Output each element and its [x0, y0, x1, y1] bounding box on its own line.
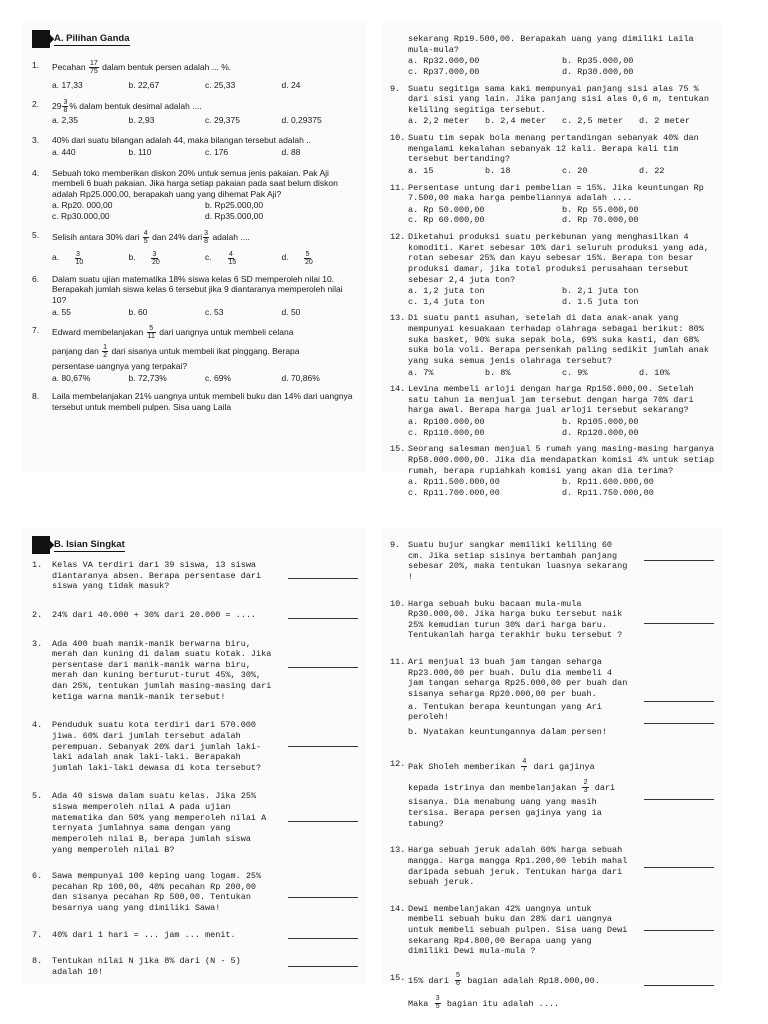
- question-b3: 3. Ada 400 buah manik-manik berwarna biru, merah dan kuning di dalam suatu kotak. Jika persentase dari manik-manik warna biru, merah dan kuning berturut-turut 45%, 30%, dan 25%, tentukan jumlah masing-masing dari ketiga warna manik-manik tersebut!: [22, 639, 366, 703]
- answer-line[interactable]: [288, 897, 358, 898]
- answer-line[interactable]: [288, 821, 358, 822]
- options: a. 15 b. 18 c. 20 d. 22: [408, 165, 665, 176]
- question-a2: 2. 29 $\frac{3}{8}$ % dalam bentuk desimal adalah .... a. 2,35 b. 2,93 c. 29,375 d. 0,29375: [22, 99, 366, 126]
- question-a11: 11. Persentase untung dari pembelian = 15%. Jika keuntungan Rp 7.500,00 maka harga pembeliannya adalah .... a. Rp 50.000,00 b. Rp 55.000,00 c. Rp 60.000,00 d. Rp 70.000,00: [382, 183, 722, 227]
- question-b6: 6. Sawa mempunyai 100 keping uang logam. 25% pecahan Rp 100,00, 40% pecahan Rp 200,00 dan sisanya pecahan Rp 500,00. Tentukan besarnya uang yang dimiliki Sawa!: [22, 871, 366, 914]
- options: a. 55 b. 60 c. 53 d. 50: [52, 306, 301, 317]
- question-a10: 10. Suatu tim sepak bola menang pertandingan sebanyak 40% dan mengalami kekalahan sebanyak 12 kali. Berapa kali tim tersebut bertanding? a. 15 b. 18 c. 20 d. 22: [382, 133, 722, 177]
- question-a7: 7. Edward membelanjakan $\frac{5}{11}$ dari uangnya untuk membeli celana panjang dan $\frac{1}{2}$ dari sisanya untuk membeli ikat pinggang. Berapa persentase uangnya yang terpakai? a. 80,67% b. 72,73% c. 69% d. 70,86%: [22, 325, 366, 383]
- question-a15: 15. Seorang salesman menjual 5 rumah yang masing-masing harganya Rp58.000.000,00. Jika dia mendapatkan komisi 4% untuk setiap rumah, berapa rupiahkah komisi yang akan dia terima? a. Rp11.500.000,00 b. Rp11.600.000,00 c. Rp11.700.000,00 d. Rp11.750.000,00: [390, 444, 715, 498]
- options: a. Rp11.500.000,00 b. Rp11.600.000,00 c. Rp11.700.000,00 d. Rp11.750.000,00: [408, 477, 654, 498]
- page-pilihan-ganda-2: [382, 22, 722, 498]
- question-b8: 8. Tentukan nilai N jika 8% dari (N - 5) adalah 10!: [22, 956, 366, 977]
- options: a. 7% b. 8% c. 9% d. 10%: [408, 367, 670, 378]
- question-a1: 1. Pecahan $\frac{17}{75}$ dalam bentuk persen adalah ... %. a. 17,33 b. 22,67 c. 25,33 d. 24: [22, 60, 366, 91]
- answer-line[interactable]: [644, 867, 714, 868]
- question-b12: 12. Pak Sholeh memberikan $\frac{4}{7}$ dari gajinya kepada istrinya dan membelanjakan $\frac{2}{3}$ dari sisanya. Dia menabung uang yang masih tersisa. Berapa persen gajinya yang ia tabung?: [382, 759, 722, 829]
- question-b1: 1. Kelas VA terdiri dari 39 siswa, 13 siswa diantaranya absen. Berapa persentase dari siswa yang tidak masuk?: [22, 560, 366, 592]
- page-isian-singkat-2: [382, 528, 722, 1011]
- question-b9: 9. Suatu bujur sangkar memiliki keliling 60 cm. Jika setiap sisinya bertambah panjang sebesar 20%, maka tentukan luasnya sekarang !: [382, 540, 722, 583]
- question-b15: 15. 15% dari $\frac{5}{6}$ bagian adalah Rp18.000,00. Maka $\frac{3}{5}$ bagian itu adalah ....: [382, 973, 722, 1011]
- question-a3: 3. 40% dari suatu bilangan adalah 44, maka bilangan tersebut adalah .. a. 440 b. 110 c. 176 d. 88: [22, 135, 366, 157]
- question-b13: 13. Harga sebuah jeruk adalah 60% harga sebuah mangga. Harga mangga Rp1.200,00 lebih mahal daripada sebuah jeruk. Tentukan harga dari sebuah jeruk.: [382, 845, 722, 888]
- answer-line[interactable]: [644, 799, 714, 800]
- fraction: $\frac{1}{2}$: [103, 344, 108, 360]
- question-b4: 4. Penduduk suatu kota terdiri dari 570.000 jiwa. 60% dari jumlah tersebut adalah perempuan. Sebanyak 20% dari jumlah laki-laki adalah anak laki-laki. Berapakah jumlah laki-laki dewasa di kota tersebut?: [22, 720, 366, 773]
- answer-line[interactable]: [644, 623, 714, 624]
- section-a-header: [22, 22, 366, 48]
- answer-line[interactable]: [288, 578, 358, 579]
- answer-line[interactable]: [644, 985, 714, 986]
- options: a. 17,33 b. 22,67 c. 25,33 d. 24: [52, 80, 301, 90]
- answer-line[interactable]: [288, 966, 358, 967]
- fraction: $\frac{5}{6}$: [455, 971, 461, 988]
- question-a14: 14. Levina membeli arloji dengan harga Rp150.000,00. Setelah satu tahun ia menjual jam tersebut dengan harga 70% dari harga awal. Berapa harga jual arloji tersebut sekarang? a. Rp100.000,00 b. Rp105.000,00 c. Rp110.000,00 d. Rp120.000,00: [382, 384, 722, 438]
- fraction: $\frac{17}{75}$: [89, 60, 98, 75]
- fraction: $\frac{3}{5}$: [435, 994, 440, 1011]
- section-b-title: B. Isian Singkat: [54, 538, 125, 550]
- question-a4: 4. Sebuah toko memberikan diskon 20% untuk semua jenis pakaian. Pak Aji membeli 6 buah pakaian. Jika harga setiap pakaian pada saat belum diskon adalah Rp25.000,00, berapakah uang yang dihemat Pak Aji? a. Rp20. 000,00 b. Rp25.000,00 c. Rp30.000,00 d. Rp35.000,00: [22, 168, 366, 222]
- question-a5: 5. Selisih antara 30% dari $\frac{4}{5}$ dan 24% dari $\frac{3}{8}$ adalah .... a. $\frac{3}{10}$ b. $\frac{3}{20}$ c. $\frac{4}{15}$ d. $\frac{5}{20}$: [22, 230, 366, 266]
- fraction: $\frac{3}{8}$: [204, 229, 209, 245]
- answer-line[interactable]: [288, 618, 358, 619]
- question-a8: 8. Laila membelanjakan 21% uangnya untuk membeli buku dan 14% dari uangnya tersebut untuk membeli pulpen. Sisa uang Laila: [32, 391, 353, 412]
- question-a8-continued: sekarang Rp19.500,00. Berapakah uang yang dimiliki Laila mula-mula? a. Rp32.000,00 b. Rp35.000,00 c. Rp37.000,00 d. Rp30.000,00: [382, 34, 722, 78]
- answer-line[interactable]: [288, 746, 358, 747]
- question-b11: 11. Ari menjual 13 buah jam tangan seharga Rp23.000,00 per buah. Dulu dia membeli 4 jam tangan seharga Rp25.000,00 per buah dan sisanya seharga Rp20.000,00 per buah. a. Tentukan berapa keuntungan yang Ari peroleh! b. Nyatakan keuntungannya dalam persen!: [382, 657, 722, 737]
- options: a. Rp 50.000,00 b. Rp 55.000,00 c. Rp 60.000,00 d. Rp 70.000,00: [408, 204, 639, 226]
- fraction: $\frac{5}{11}$: [147, 325, 155, 341]
- options: a. 2,2 meter b. 2,4 meter c. 2,5 meter d. 2 meter: [408, 116, 691, 127]
- options: a. 1,2 juta ton b. 2,1 juta ton c. 1,4 juta ton d. 1.5 juta ton: [408, 286, 639, 307]
- question-b14: 14. Dewi membelanjakan 42% uangnya untuk membeli sebuah buku dan 28% dari uangnya untuk membeli sebuah pulpen. Sisa uang Dewi sekarang Rp4.800,00 Berapa uang yang dimiliki Dewi mula-mula ?: [382, 904, 722, 957]
- fraction: $\frac{4}{7}$: [522, 758, 527, 775]
- fraction: $\frac{4}{5}$: [143, 229, 148, 245]
- answer-line[interactable]: [644, 723, 714, 724]
- fraction: $\frac{3}{8}$: [63, 98, 68, 114]
- section-marker-icon: [32, 30, 50, 48]
- answer-line[interactable]: [288, 667, 358, 668]
- fraction: $\frac{2}{3}$: [583, 779, 588, 796]
- question-b7: 7. 40% dari 1 hari = ... jam ... menit.: [22, 930, 366, 941]
- question-a13: 13. Di suatu panti asuhan, setelah di data anak-anak yang mempunyai kesuakaan terhadap olahraga sebagai berikut: 80% suka basket, 90% suka sepak bola, 69% suka kasti, dan 68% suka bola voli. Berapa persenkah paling sedikit jumlah anak yang suka semua jenis olahraga tersebut? a. 7% b. 8% c. 9% d. 10%: [382, 313, 722, 378]
- section-b-header: [22, 528, 366, 554]
- question-a6: 6. Dalam suatu ujian matematika 18% siswa kelas 6 SD memperoleh nilai 10. Berapakah jumlah siswa kelas 6 tersebut jika 9 diantaranya memperoleh nilai 10? a. 55 b. 60 c. 53 d. 50: [22, 274, 366, 318]
- question-a12: 12. Diketahui produksi suatu perkebunan yang menghasilkan 4 komoditi. Karet sebesar 10% dari seluruh produksi yang ada, rotan sebesar 25% dan kayu sebesar 15%. Berapa ton besar produksi damar, jika total produksi perusahaan tersebut sebesar 2,4 juta ton? a. 1,2 juta ton b. 2,1 juta ton c. 1,4 juta ton d. 1.5 juta ton: [382, 232, 722, 307]
- section-a-title: A. Pilihan Ganda: [54, 32, 130, 44]
- answer-line[interactable]: [644, 701, 714, 702]
- answer-line[interactable]: [288, 938, 358, 939]
- section-marker-icon: [32, 536, 50, 554]
- question-a9: 9. Suatu segitiga sama kaki mempunyai panjang sisi alas 75 % dari sisi yang lain. Jika panjang sisi alas 0,6 m, tentukan keliling segitiga tersebut. a. 2,2 meter b. 2,4 meter c. 2,5 meter d. 2 meter: [382, 84, 722, 128]
- options: a. Rp20. 000,00 b. Rp25.000,00 c. Rp30.000,00 d. Rp35.000,00: [52, 200, 264, 221]
- question-b2: 2. 24% dari 40.000 + 30% dari 20.000 = ....: [22, 610, 366, 621]
- options: a. 2,35 b. 2,93 c. 29,375 d. 0,29375: [52, 114, 322, 125]
- question-b10: 10. Harga sebuah buku bacaan mula-mula Rp30.000,00. Jika harga buku tersebut naik 25% kemudian turun 30% dari harga baru. Tentukanlah harga terakhir buku tersebut ?: [382, 599, 722, 642]
- options: a. $\frac{3}{10}$ b. $\frac{3}{20}$ c. $\frac{4}{15}$ d. $\frac{5}{20}$: [52, 250, 313, 266]
- page-pilihan-ganda-1: [22, 22, 366, 472]
- question-b5: 5. Ada 40 siswa dalam suatu kelas. Jika 25% siswa memperoleh nilai A pada ujian matematika dan 50% yang memperoleh nilai A ternyata jumlahnya sama dengan yang memperoleh nilai B, berapa jumlah siswa yang memperoleh nilai B?: [22, 791, 366, 855]
- options: a. 80,67% b. 72,73% c. 69% d. 70,86%: [52, 372, 320, 383]
- options: a. Rp32.000,00 b. Rp35.000,00 c. Rp37.000,00 d. Rp30.000,00: [408, 56, 634, 77]
- options: a. Rp100.000,00 b. Rp105.000,00 c. Rp110.000,00 d. Rp120.000,00: [408, 417, 639, 438]
- page-isian-singkat-1: [22, 528, 366, 984]
- answer-line[interactable]: [644, 560, 714, 561]
- options: a. 440 b. 110 c. 176 d. 88: [52, 146, 301, 157]
- answer-line[interactable]: [644, 930, 714, 931]
